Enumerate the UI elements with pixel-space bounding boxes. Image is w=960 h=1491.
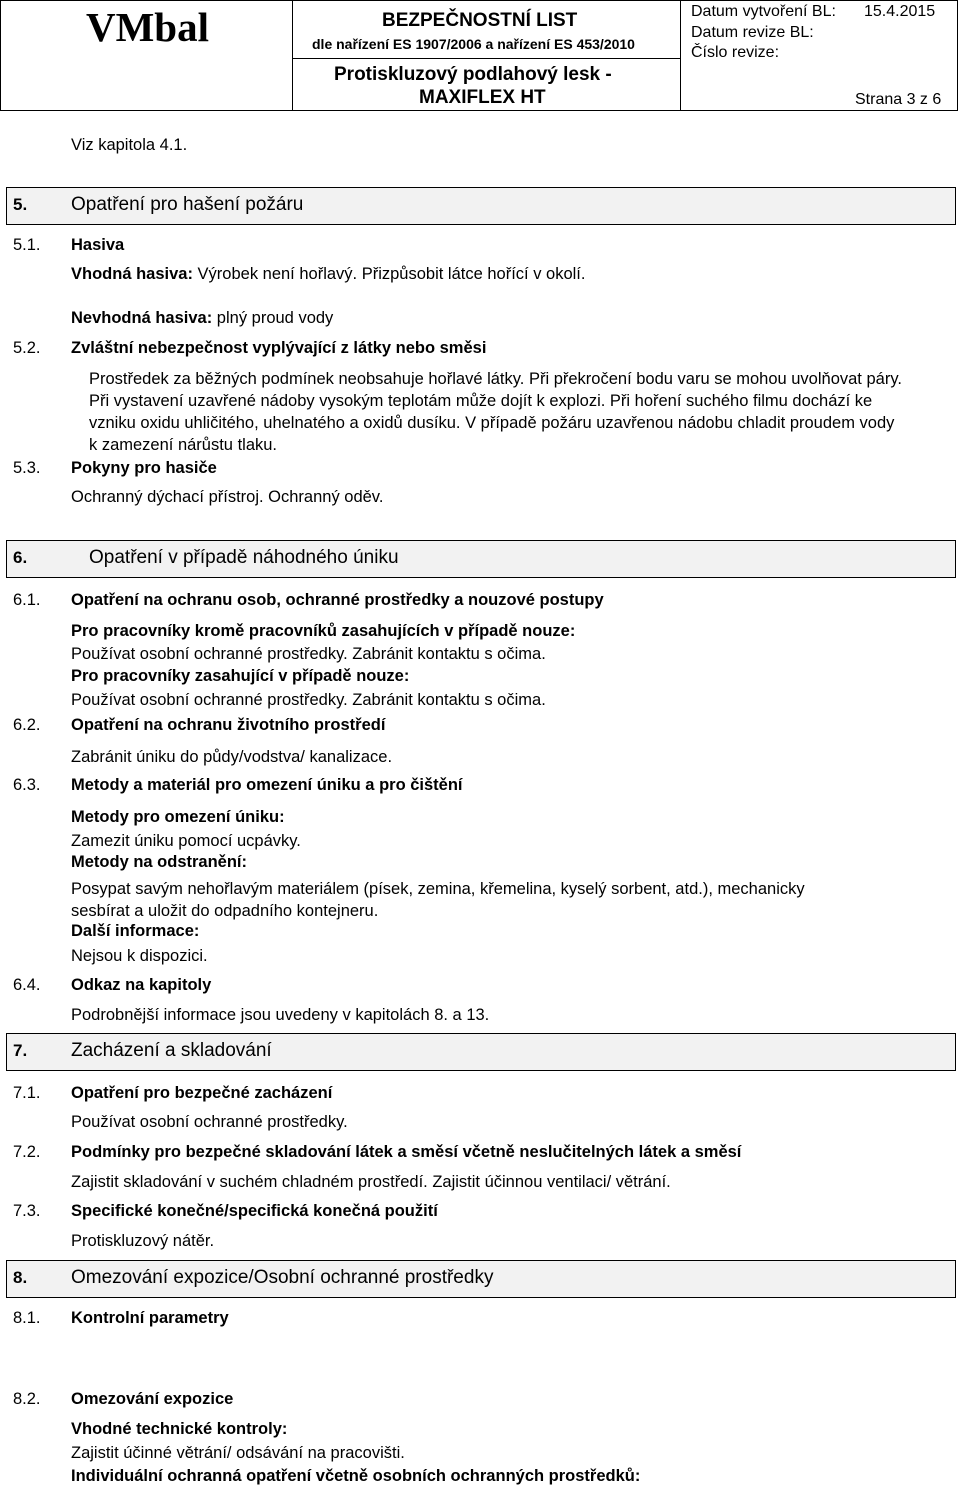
- header-border-bottom: [0, 110, 958, 111]
- s64-text: Podrobnější informace jsou uvedeny v kapitolách 8. a 13.: [71, 1006, 490, 1024]
- s82-subheading-1: Vhodné technické kontroly:: [71, 1420, 288, 1438]
- section-8-number: 8.: [13, 1268, 28, 1287]
- s51-unsuitable-label: Nevhodná hasiva:: [71, 309, 213, 327]
- s62-title: Opatření na ochranu životního prostředí: [71, 716, 386, 734]
- s62-number: 6.2.: [13, 716, 41, 734]
- s81-title: Kontrolní parametry: [71, 1309, 229, 1327]
- s73-number: 7.3.: [13, 1202, 41, 1220]
- section-5-title: Opatření pro hašení požáru: [71, 194, 304, 215]
- s63-title: Metody a materiál pro omezení úniku a pro čištění: [71, 776, 463, 794]
- s63-text-1: Zamezit úniku pomocí ucpávky.: [71, 832, 301, 850]
- created-label: Datum vytvoření BL:: [691, 3, 836, 20]
- section-6-header: [6, 540, 956, 578]
- s71-text: Používat osobní ochranné prostředky.: [71, 1113, 348, 1131]
- s61-subheading-2: Pro pracovníky zasahující v případě nouze:: [71, 667, 410, 685]
- s72-text: Zajistit skladování v suchém chladném prostředí. Zajistit účinnou ventilaci/ větrání.: [71, 1173, 671, 1191]
- section-6-title: Opatření v případě náhodného úniku: [89, 547, 399, 568]
- section-5-number: 5.: [13, 195, 28, 214]
- document-header: [0, 0, 958, 111]
- regulation-text: dle nařízení ES 1907/2006 a nařízení ES 453/2010: [312, 36, 635, 52]
- section-7-title: Zacházení a skladování: [71, 1040, 272, 1061]
- company-logo: VMbal: [86, 4, 209, 50]
- s52-title: Zvláštní nebezpečnost vyplývající z látky nebo směsi: [71, 339, 487, 357]
- s51-suitable-text: Výrobek není hořlavý. Přizpůsobit látce hořící v okolí.: [192, 265, 586, 283]
- s82-subheading-2: Individuální ochranná opatření včetně osobních ochranných prostředků:: [71, 1467, 641, 1485]
- s61-title: Opatření na ochranu osob, ochranné prostředky a nouzové postupy: [71, 591, 604, 609]
- s73-text: Protiskluzový nátěr.: [71, 1232, 215, 1250]
- s72-title: Podmínky pro bezpečné skladování látek a směsí včetně neslučitelných látek a směsí: [71, 1143, 742, 1161]
- revision-number-label: Číslo revize:: [691, 44, 780, 61]
- s51-title: Hasiva: [71, 236, 125, 254]
- s63-subheading-3: Další informace:: [71, 922, 200, 940]
- page-number: Strana 3 z 6: [855, 91, 942, 108]
- s71-title: Opatření pro bezpečné zacházení: [71, 1084, 333, 1102]
- doc-title: BEZPEČNOSTNÍ LIST: [382, 10, 578, 31]
- product-name-line1: Protiskluzový podlahový lesk -: [334, 64, 612, 85]
- s63-text-3: Nejsou k dispozici.: [71, 947, 208, 965]
- s53-number: 5.3.: [13, 459, 41, 477]
- section-7-header: [6, 1033, 956, 1071]
- s51-unsuitable: [71, 309, 333, 328]
- s64-number: 6.4.: [13, 976, 41, 994]
- section-8-title: Omezování expozice/Osobní ochranné prostředky: [71, 1267, 494, 1288]
- section-6-number: 6.: [13, 548, 28, 567]
- s64-title: Odkaz na kapitoly: [71, 976, 212, 994]
- header-divider-2: [680, 0, 681, 111]
- s72-number: 7.2.: [13, 1143, 41, 1161]
- s52-text: Prostředek za běžných podmínek neobsahuje hořlavé látky. Při překročení bodu varu se mohou uvolňovat páry. Při vystavení uzavřené nádoby vysokým teplotám může dojít k explozi. Při hoření suchého filmu dochází ke vzniku oxidu uhličitého, uhelnatého a oxidů dusíku. V případě požáru uzavřenou nádobu chladit proudem vody k zamezení nárůstu tlaku.: [89, 370, 902, 454]
- s61-text-2: Používat osobní ochranné prostředky. Zabránit kontaktu s očima.: [71, 691, 546, 709]
- s82-text-1: Zajistit účinné větrání/ odsávání na pracovišti.: [71, 1444, 405, 1462]
- s62-text: Zabránit úniku do půdy/vodstva/ kanalizace.: [71, 748, 393, 766]
- s51-unsuitable-text: plný proud vody: [212, 309, 334, 327]
- s71-number: 7.1.: [13, 1084, 41, 1102]
- revision-label: Datum revize BL:: [691, 24, 814, 41]
- s82-title: Omezování expozice: [71, 1390, 234, 1408]
- s52-number: 5.2.: [13, 339, 41, 357]
- s61-subheading-1: Pro pracovníky kromě pracovníků zasahujících v případě nouze:: [71, 622, 576, 640]
- s63-text-2a: Posypat savým nehořlavým materiálem (písek, zemina, křemelina, kyselý sorbent, atd.), mechanicky: [71, 880, 805, 898]
- header-divider-1: [292, 0, 293, 111]
- header-border-left: [0, 0, 1, 111]
- intro-text: Viz kapitola 4.1.: [71, 136, 188, 154]
- s81-number: 8.1.: [13, 1309, 41, 1327]
- product-name-line2: MAXIFLEX HT: [419, 87, 546, 108]
- s51-suitable: [71, 265, 585, 284]
- s63-subheading-2: Metody na odstranění:: [71, 853, 248, 871]
- s61-number: 6.1.: [13, 591, 41, 609]
- s51-suitable-label: Vhodná hasiva:: [71, 265, 193, 283]
- header-divider-mid: [292, 58, 680, 59]
- s73-title: Specifické konečné/specifická konečná použití: [71, 1202, 438, 1220]
- s63-number: 6.3.: [13, 776, 41, 794]
- section-7-number: 7.: [13, 1041, 28, 1060]
- created-value: 15.4.2015: [864, 3, 936, 20]
- s63-text-2b: sesbírat a uložit do odpadního kontejneru.: [71, 902, 379, 920]
- header-border-right: [957, 0, 958, 111]
- section-8-header: [6, 1260, 956, 1298]
- s82-number: 8.2.: [13, 1390, 41, 1408]
- s61-text-1: Používat osobní ochranné prostředky. Zabránit kontaktu s očima.: [71, 645, 546, 663]
- s53-title: Pokyny pro hasiče: [71, 459, 217, 477]
- section-5-header: [6, 187, 956, 225]
- s51-number: 5.1.: [13, 236, 41, 254]
- header-border-top: [0, 0, 958, 1]
- s63-subheading-1: Metody pro omezení úniku:: [71, 808, 285, 826]
- s53-text: Ochranný dýchací přístroj. Ochranný oděv.: [71, 488, 384, 506]
